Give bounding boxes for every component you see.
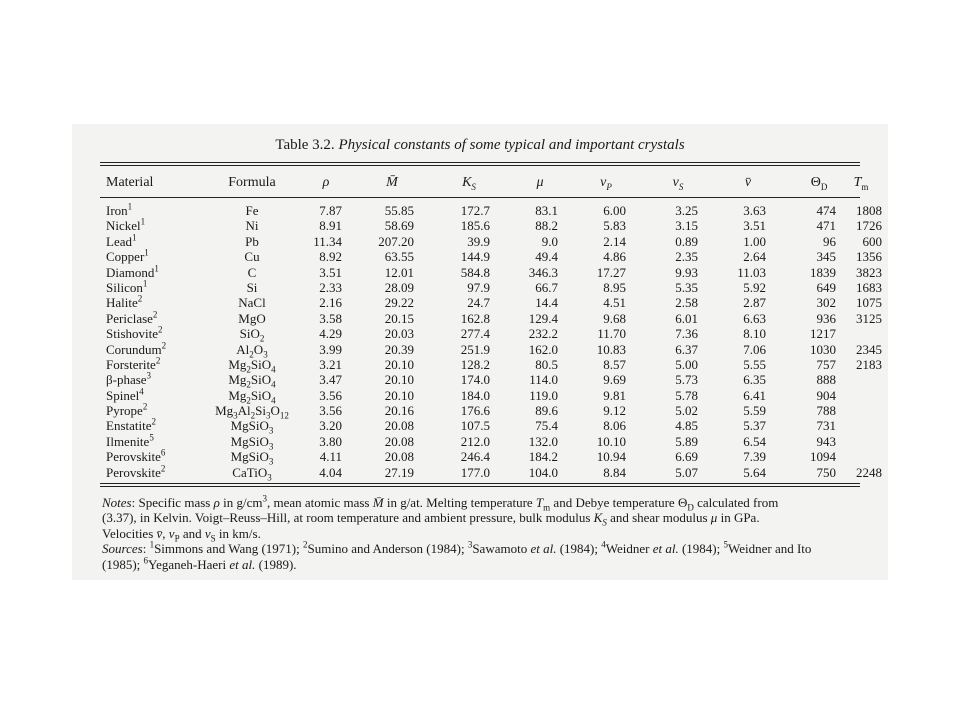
cell-formula: MgSiO$_3$ — [230, 449, 274, 467]
header-formula: Formula — [228, 175, 276, 190]
cell-formula: $Al_2O_3$ — [236, 341, 268, 360]
cell-Ks: 128.2 — [460, 356, 490, 372]
cell-vp: 2.14 — [603, 233, 626, 249]
cell-Ks: 185.6 — [460, 218, 490, 234]
cell-theta: 96 — [823, 233, 836, 249]
column-melting-temperature — [842, 203, 882, 480]
column-vs — [652, 203, 698, 480]
cell-vp: 9.12 — [603, 403, 626, 419]
cell-M: 207.20 — [378, 233, 414, 249]
cell-M: 20.03 — [384, 326, 414, 342]
cell-Ks: 176.6 — [460, 403, 490, 419]
cell-tm — [842, 449, 882, 464]
cell-rho: 3.56 — [319, 403, 342, 419]
cell-tm — [842, 403, 882, 418]
cell-vs: 5.73 — [675, 372, 698, 388]
cell-mu: 162.0 — [528, 341, 558, 357]
cell-material: Corundum$^2$ — [106, 340, 167, 357]
header-bulk-modulus: $K_S$ — [462, 175, 476, 192]
cell-vs: 6.01 — [675, 310, 698, 326]
cell-formula: Fe — [245, 203, 259, 218]
notes-line: Velocities v̄, $v_P$ and $v_S$ in km/s. — [102, 525, 261, 544]
cell-vp: 8.95 — [603, 279, 626, 295]
cell-vs: 6.69 — [675, 449, 698, 465]
cell-vs: 2.35 — [675, 249, 698, 265]
cell-vbar: 8.10 — [743, 326, 766, 342]
cell-theta: 649 — [816, 279, 836, 295]
cell-vs: 9.93 — [675, 264, 698, 280]
notes-line: (1985); $^6$Yeganeh-Haeri et al. (1989). — [102, 555, 297, 572]
cell-vs: 5.78 — [675, 387, 698, 403]
cell-Ks: 251.9 — [460, 341, 490, 357]
notes-line: (3.37), in Kelvin. Voigt–Reuss–Hill, at room temperature and ambient pressure, bulk modulus $K_S$ and shear modulus μ in GPa. — [102, 510, 760, 528]
cell-rho: 3.20 — [319, 418, 342, 434]
cell-tm — [842, 372, 882, 387]
cell-material: Diamond$^1$ — [106, 263, 159, 280]
cell-vp: 4.51 — [603, 295, 626, 311]
cell-tm: 3823 — [856, 264, 882, 280]
cell-formula: $Mg_2SiO_4$ — [228, 356, 276, 375]
cell-mu: 346.3 — [528, 264, 558, 280]
cell-vbar: 7.39 — [743, 449, 766, 465]
notes-line: Sources: $^1$Simmons and Wang (1971); $^2$Sumino and Anderson (1984); $^3$Sawamoto et al. (1984); $^4$Weidner et al. (1984); $^5$Weidner and Ito — [102, 539, 812, 557]
cell-vbar: 2.64 — [743, 249, 766, 265]
cell-tm: 1726 — [856, 218, 882, 234]
cell-M: 20.08 — [384, 433, 414, 449]
cell-material: Perovskite$^2$ — [106, 463, 166, 480]
cell-formula: Pb — [245, 233, 259, 249]
cell-vs: 5.00 — [675, 356, 698, 372]
cell-vs: 3.15 — [675, 218, 698, 234]
cell-theta: 1094 — [810, 449, 836, 465]
cell-material: Periclase$^2$ — [106, 309, 158, 326]
cell-mu: 232.2 — [528, 326, 558, 342]
cell-theta: 471 — [816, 218, 836, 234]
cell-rho: 4.04 — [319, 464, 342, 480]
cell-M: 20.10 — [384, 356, 414, 372]
cell-vbar: 6.35 — [743, 372, 766, 388]
cell-formula: Cu — [244, 249, 260, 265]
cell-rho: 3.58 — [319, 310, 342, 326]
cell-theta: 345 — [816, 249, 836, 265]
cell-rho: 3.56 — [319, 387, 342, 403]
cell-vp: 9.68 — [603, 310, 626, 326]
cell-material: Pyrope$^2$ — [106, 401, 148, 419]
cell-vp: 11.70 — [597, 326, 626, 342]
column-rho — [298, 203, 342, 480]
bottom-rule-2 — [100, 486, 860, 487]
cell-Ks: 184.0 — [460, 387, 490, 403]
cell-rho: 3.51 — [319, 264, 342, 280]
cell-rho: 2.33 — [319, 279, 342, 295]
cell-theta: 474 — [816, 203, 836, 218]
cell-material: Ilmenite$^5$ — [106, 432, 154, 449]
cell-tm: 1075 — [856, 295, 882, 311]
cell-theta: 943 — [816, 433, 836, 449]
header-material: Material — [106, 175, 154, 190]
cell-rho: 3.80 — [319, 433, 342, 449]
cell-mu: 119.0 — [529, 387, 558, 403]
cell-material: Iron$^1$ — [106, 201, 133, 218]
cell-vp: 10.83 — [596, 341, 626, 357]
cell-material: Enstatite$^2$ — [106, 417, 156, 434]
table-title: Table 3.2. Physical constants of some typical and important crystals — [275, 137, 685, 153]
cell-theta: 904 — [816, 387, 836, 403]
column-mean-mass — [362, 203, 414, 480]
column-shear-modulus — [508, 203, 558, 480]
cell-mu: 129.4 — [528, 310, 558, 326]
header-vs: $v_S$ — [672, 175, 684, 192]
header-debye-temperature: $\Theta_D$ — [810, 175, 828, 192]
cell-M: 20.15 — [384, 310, 414, 326]
cell-formula: MgSiO$_3$ — [230, 433, 274, 452]
header-melting-temperature: $T_m$ — [853, 175, 869, 192]
table-notes — [102, 495, 872, 572]
cell-vs: 2.58 — [675, 295, 698, 311]
cell-material: Silicon$^1$ — [106, 278, 148, 295]
cell-theta: 757 — [816, 356, 836, 372]
cell-rho: 3.21 — [319, 356, 342, 372]
cell-vbar: 5.37 — [743, 418, 766, 434]
cell-vp: 10.10 — [596, 433, 626, 449]
top-rule-1 — [100, 162, 860, 163]
cell-tm — [842, 434, 882, 449]
cell-vbar: 1.00 — [743, 233, 766, 249]
cell-rho: 7.87 — [319, 203, 342, 218]
cell-vbar: 3.63 — [743, 203, 766, 218]
bottom-rule-1 — [100, 483, 860, 484]
cell-theta: 788 — [816, 403, 836, 419]
cell-mu: 88.2 — [535, 218, 558, 234]
cell-mu: 104.0 — [528, 464, 558, 480]
header-vbar: v̄ — [744, 175, 752, 190]
cell-Ks: 39.9 — [467, 233, 490, 249]
cell-vs: 4.85 — [675, 418, 698, 434]
cell-vp: 4.86 — [603, 249, 626, 265]
cell-mu: 49.4 — [535, 249, 558, 265]
cell-mu: 80.5 — [535, 356, 558, 372]
cell-theta: 731 — [816, 418, 836, 434]
cell-formula: $Mg_2SiO_4$ — [228, 372, 276, 390]
cell-theta: 1217 — [810, 326, 836, 342]
cell-mu: 114.0 — [529, 372, 558, 388]
cell-Ks: 584.8 — [460, 264, 490, 280]
header-vp: $v_P$ — [600, 175, 612, 192]
cell-theta: 1839 — [810, 264, 836, 280]
cell-vp: 8.57 — [603, 356, 626, 372]
cell-formula: Ni — [245, 218, 259, 234]
header-shear-modulus: μ — [536, 175, 544, 190]
cell-vbar: 5.59 — [743, 403, 766, 419]
column-formula — [192, 203, 312, 483]
cell-Ks: 246.4 — [460, 449, 490, 465]
cell-material: Nickel$^1$ — [106, 217, 146, 234]
cell-Ks: 172.7 — [460, 203, 490, 218]
cell-tm: 1808 — [856, 203, 882, 218]
top-rule-2 — [100, 165, 860, 166]
cell-M: 20.08 — [384, 418, 414, 434]
header-rho: ρ — [322, 175, 330, 190]
cell-vs: 6.37 — [675, 341, 698, 357]
cell-Ks: 162.8 — [460, 310, 490, 326]
cell-vp: 8.84 — [603, 464, 626, 480]
cell-Ks: 177.0 — [460, 464, 490, 480]
cell-vp: 17.27 — [596, 264, 626, 280]
cell-vbar: 3.51 — [743, 218, 766, 234]
cell-M: 27.19 — [384, 464, 414, 480]
cell-Ks: 97.9 — [467, 279, 490, 295]
cell-theta: 936 — [816, 310, 836, 326]
cell-material: Stishovite$^2$ — [106, 324, 163, 342]
cell-vbar: 6.54 — [743, 433, 766, 449]
cell-vs: 5.07 — [675, 464, 698, 480]
cell-M: 20.39 — [384, 341, 414, 357]
cell-tm: 1356 — [856, 249, 882, 265]
header-mean-mass: M̄ — [386, 175, 398, 190]
cell-vbar: 11.03 — [737, 264, 766, 280]
cell-vs: 0.89 — [675, 233, 698, 249]
cell-M: 20.10 — [384, 372, 414, 388]
cell-Ks: 144.9 — [460, 249, 490, 265]
cell-theta: 1030 — [810, 341, 836, 357]
cell-Ks: 212.0 — [460, 433, 490, 449]
cell-formula: $Mg_2SiO_4$ — [228, 387, 276, 406]
cell-material: Perovskite$^6$ — [106, 447, 166, 465]
cell-vp: 9.81 — [603, 387, 626, 403]
cell-rho: 11.34 — [313, 233, 342, 249]
cell-Ks: 24.7 — [467, 295, 490, 311]
cell-rho: 8.91 — [319, 218, 342, 234]
cell-vp: 6.00 — [603, 203, 626, 218]
column-vp — [578, 203, 626, 480]
cell-formula: MgSiO$_3$ — [230, 418, 274, 437]
cell-theta: 302 — [816, 295, 836, 311]
cell-mu: 89.6 — [535, 403, 558, 419]
cell-M: 12.01 — [384, 264, 414, 280]
cell-formula: Si — [246, 279, 258, 295]
cell-M: 29.22 — [384, 295, 414, 311]
cell-mu: 184.2 — [528, 449, 558, 465]
cell-tm: 600 — [862, 233, 882, 249]
cell-M: 55.85 — [384, 203, 414, 218]
scanned-page — [72, 124, 888, 580]
cell-vbar: 5.55 — [743, 356, 766, 372]
cell-formula: CaTiO$_3$ — [232, 464, 272, 483]
cell-vbar: 2.87 — [743, 295, 766, 311]
column-bulk-modulus — [440, 203, 490, 480]
cell-mu: 75.4 — [535, 418, 558, 434]
cell-mu: 14.4 — [535, 295, 558, 311]
cell-tm: 3125 — [856, 310, 882, 326]
cell-M: 28.09 — [384, 279, 414, 295]
cell-M: 20.08 — [384, 449, 414, 465]
cell-tm: 1683 — [856, 279, 882, 295]
cell-rho: 4.11 — [319, 449, 342, 465]
cell-mu: 83.1 — [535, 203, 558, 218]
cell-vbar: 7.06 — [743, 341, 766, 357]
cell-vp: 10.94 — [596, 449, 626, 465]
cell-tm — [842, 326, 882, 341]
cell-rho: 4.29 — [319, 326, 342, 342]
cell-formula: MgO — [238, 310, 266, 326]
cell-vs: 5.02 — [675, 403, 698, 419]
cell-mu: 66.7 — [535, 279, 558, 295]
cell-material: Copper$^1$ — [106, 247, 149, 265]
cell-material: Spinel$^4$ — [106, 386, 144, 403]
cell-vbar: 5.64 — [743, 464, 766, 480]
cell-vs: 7.36 — [675, 326, 698, 342]
cell-vs: 3.25 — [675, 203, 698, 218]
cell-M: 20.10 — [384, 387, 414, 403]
cell-formula: $Mg_3Al_2Si_3O_{12}$ — [215, 403, 289, 421]
cell-vp: 5.83 — [603, 218, 626, 234]
cell-tm — [842, 418, 882, 433]
cell-M: 20.16 — [384, 403, 414, 419]
cell-vp: 8.06 — [603, 418, 626, 434]
cell-tm: 2248 — [856, 464, 882, 480]
cell-rho: 3.99 — [319, 341, 342, 357]
cell-tm: 2183 — [856, 356, 882, 372]
cell-mu: 132.0 — [528, 433, 558, 449]
cell-vbar: 6.63 — [743, 310, 766, 326]
header-rule — [100, 197, 860, 198]
cell-M: 58.69 — [384, 218, 414, 234]
cell-vbar: 6.41 — [743, 387, 766, 403]
cell-Ks: 174.0 — [460, 372, 490, 388]
cell-mu: 9.0 — [541, 233, 558, 249]
cell-formula: SiO$_2$ — [239, 326, 265, 344]
cell-Ks: 277.4 — [460, 326, 490, 342]
cell-vs: 5.35 — [675, 279, 698, 295]
cell-theta: 888 — [816, 372, 836, 388]
cell-vp: 9.69 — [603, 372, 626, 388]
cell-M: 63.55 — [384, 249, 414, 265]
column-debye-temperature — [794, 203, 836, 480]
notes-line: Notes: Specific mass ρ in $g/cm^3$, mean atomic mass M̄ in g/at. Melting temperature $T_m$ and Debye temperature $\Theta_D$ calculated from — [102, 493, 779, 513]
cell-material: Halite$^2$ — [106, 294, 143, 311]
cell-vbar: 5.92 — [743, 279, 766, 295]
cell-tm — [842, 388, 882, 403]
cell-theta: 750 — [816, 464, 836, 480]
column-vbar — [720, 203, 766, 480]
cell-rho: 3.47 — [319, 372, 342, 388]
cell-material: Forsterite$^2$ — [106, 355, 161, 372]
cell-material: β-phase$^3$ — [106, 370, 152, 388]
cell-formula: NaCl — [238, 295, 266, 311]
cell-Ks: 107.5 — [460, 418, 490, 434]
cell-material: Lead$^1$ — [106, 232, 137, 249]
cell-vs: 5.89 — [675, 433, 698, 449]
cell-rho: 8.92 — [319, 249, 342, 265]
cell-tm: 2345 — [856, 341, 882, 357]
cell-formula: C — [247, 264, 257, 280]
cell-rho: 2.16 — [319, 295, 342, 311]
